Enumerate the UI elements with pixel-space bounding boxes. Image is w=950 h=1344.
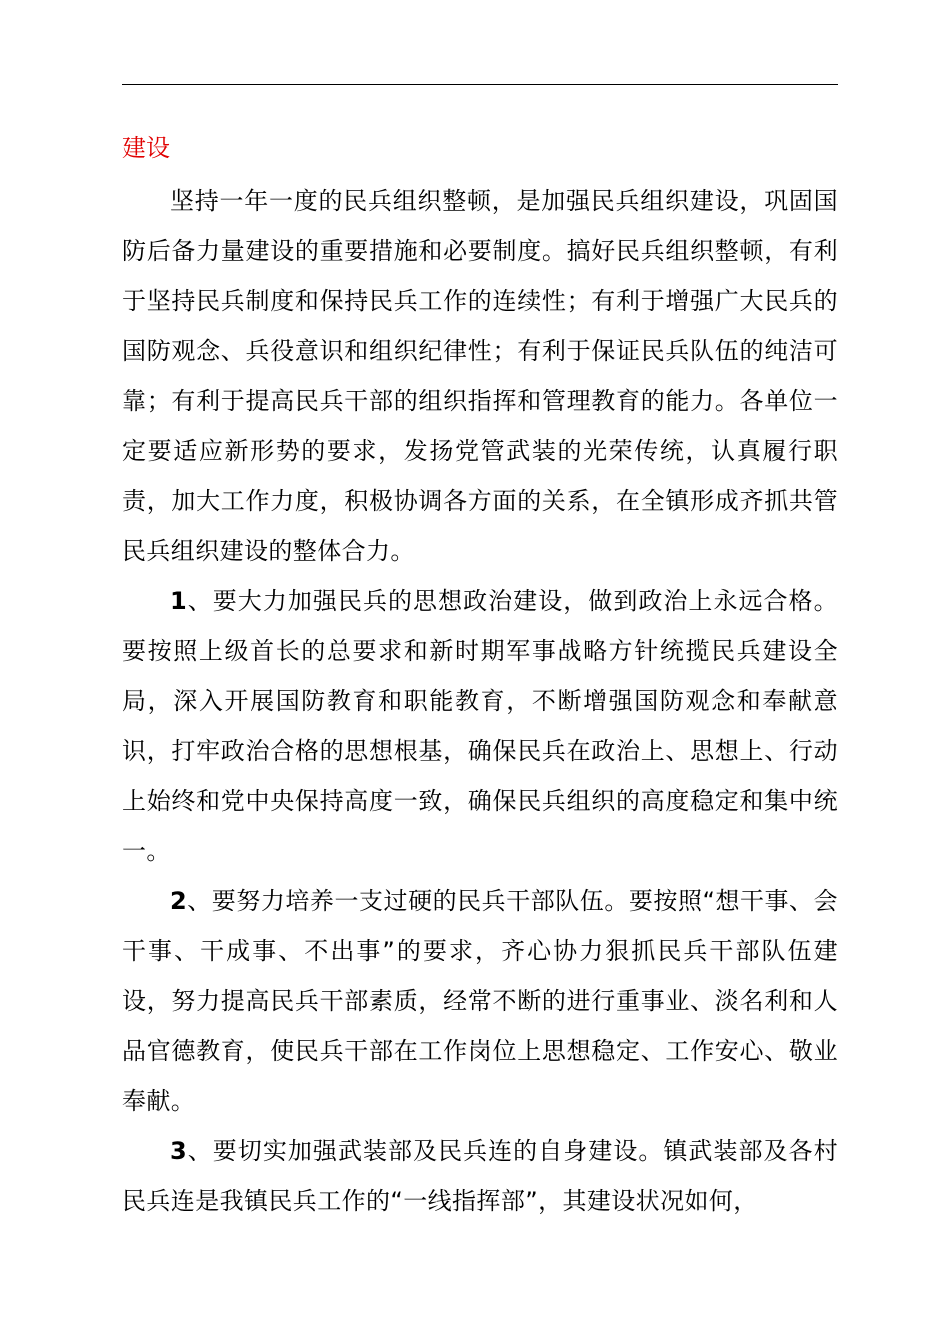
paragraph-item-3-number: 3: [170, 1137, 188, 1165]
paragraph-item-1-text: 、要大力加强民兵的思想政治建设，做到政治上永远合格。要按照上级首长的总要求和新时期军事战略方针统揽民兵建设全局，深入开展国防教育和职能教育，不断增强国防观念和奉献意识，打牢政治合格的思想根基，确保民兵在政治上、思想上、行动上始终和党中央保持高度一致，确保民兵组织的高度稳定和集中统一。: [122, 587, 838, 865]
header-rule: [122, 84, 838, 85]
paragraph-item-2-text: 、要努力培养一支过硬的民兵干部队伍。要按照“想干事、会干事、干成事、不出事”的要求，齐心协力狠抓民兵干部队伍建设，努力提高民兵干部素质，经常不断的进行重事业、淡名利和人品官德教育，使民兵干部在工作岗位上思想稳定、工作安心、敬业奉献。: [122, 887, 838, 1115]
section-heading: 建设: [122, 134, 170, 162]
paragraph-item-2-number: 2: [170, 887, 188, 915]
paragraph-intro-text: 坚持一年一度的民兵组织整顿，是加强民兵组织建设，巩固国防后备力量建设的重要措施和必要制度。搞好民兵组织整顿，有利于坚持民兵制度和保持民兵工作的连续性；有利于增强广大民兵的国防观念、兵役意识和组织纪律性；有利于保证民兵队伍的纯洁可靠；有利于提高民兵干部的组织指挥和管理教育的能力。各单位一定要适应新形势的要求，发扬党管武装的光荣传统，认真履行职责，加大工作力度，积极协调各方面的关系，在全镇形成齐抓共管民兵组织建设的整体合力。: [122, 187, 838, 565]
paragraph-item-3-text: 、要切实加强武装部及民兵连的自身建设。镇武装部及各村民兵连是我镇民兵工作的“一线指挥部”，其建设状况如何，: [122, 1137, 838, 1215]
paragraph-intro: [122, 176, 838, 576]
paragraph-item-1: [122, 576, 838, 876]
paragraph-item-3: [122, 1126, 838, 1226]
paragraph-item-1-number: 1: [170, 587, 188, 615]
paragraph-item-2: [122, 876, 838, 1126]
document-body: [122, 176, 838, 1226]
